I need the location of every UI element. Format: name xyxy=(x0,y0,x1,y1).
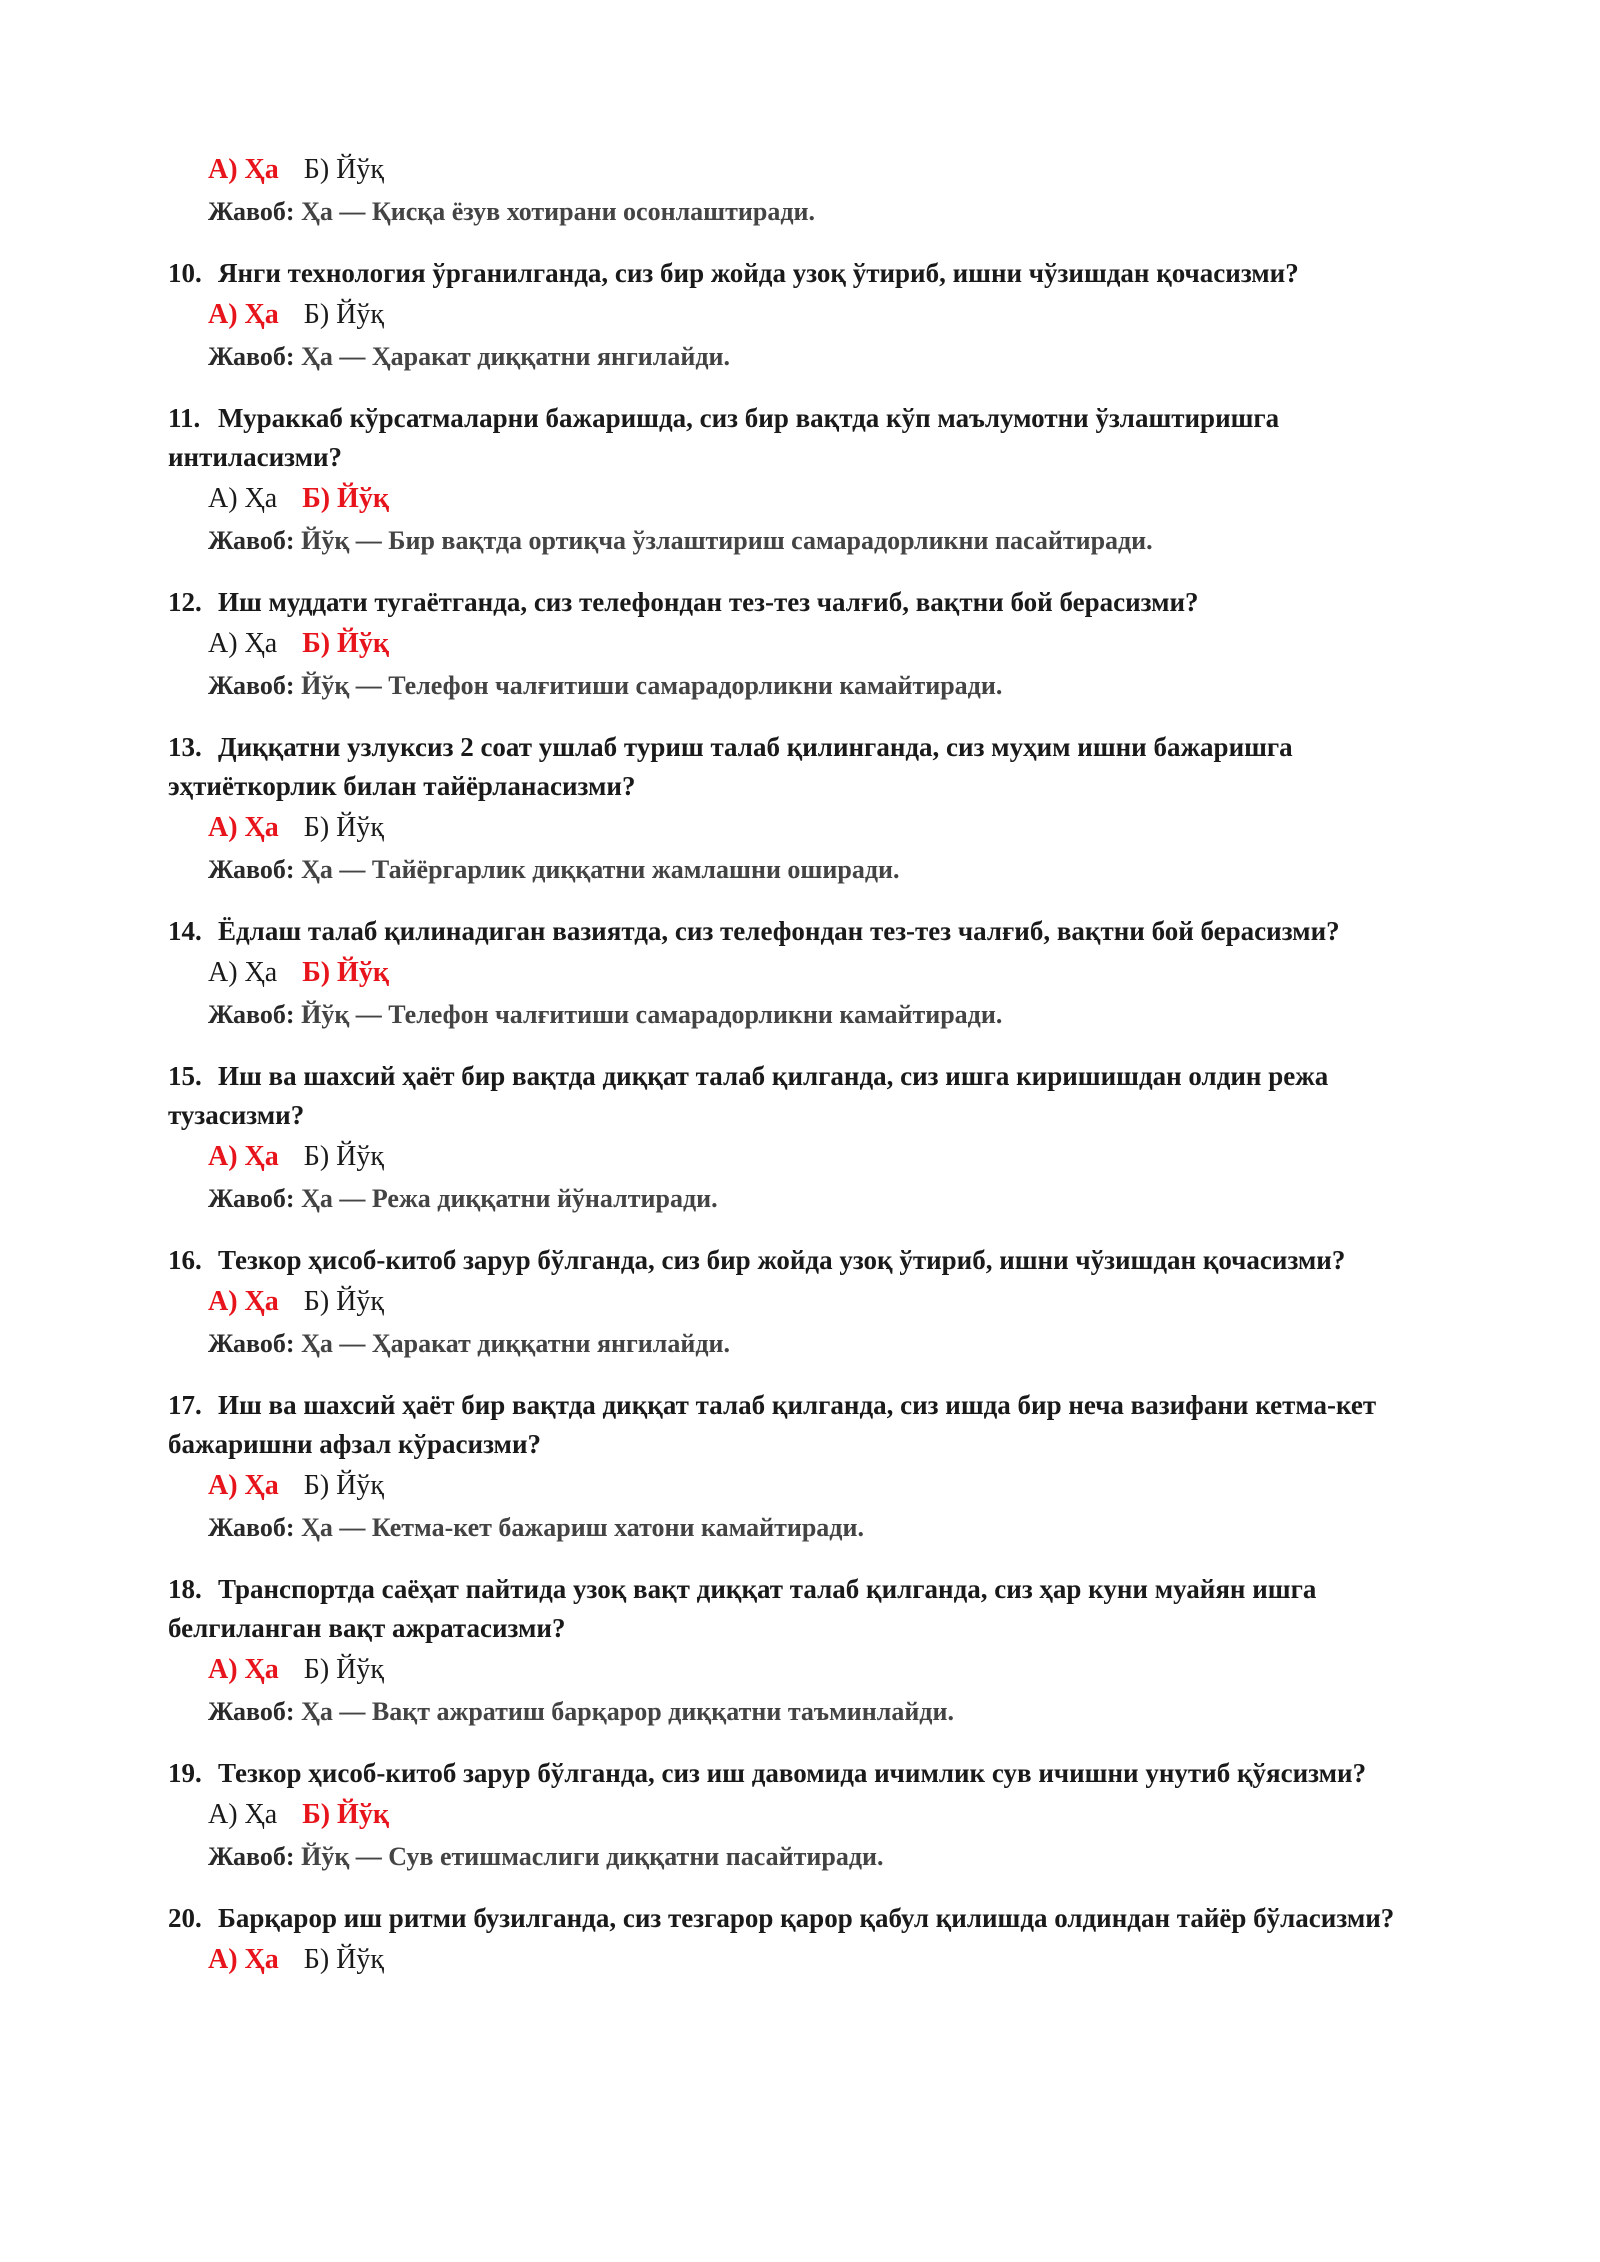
question-block-15 xyxy=(168,1057,1600,1219)
question-number: 17. xyxy=(168,1390,202,1420)
answer-label: Жавоб: xyxy=(208,671,295,700)
question-text xyxy=(168,254,1458,293)
question-text xyxy=(168,912,1458,951)
question-block-9-continued xyxy=(168,150,1600,232)
question-body: Иш ва шахсий ҳаёт бир вақтда диққат талаб қилганда, сиз ишга киришишдан олдин режа тузасизми? xyxy=(168,1061,1329,1130)
answer-line xyxy=(208,995,1600,1035)
options-row xyxy=(208,953,1600,993)
options-row xyxy=(208,1940,1600,1980)
option-b[interactable]: Б) Йўқ xyxy=(303,299,384,330)
answer-label: Жавоб: xyxy=(208,1697,295,1726)
question-body: Барқарор иш ритми бузилганда, сиз тезгарор қарор қабул қилишда олдиндан тайёр бўласизми? xyxy=(218,1903,1395,1933)
question-number: 18. xyxy=(168,1574,202,1604)
options-row xyxy=(208,150,1600,190)
options-row xyxy=(208,1466,1600,1506)
option-b[interactable]: Б) Йўқ xyxy=(302,483,389,514)
answer-line xyxy=(208,850,1600,890)
option-a[interactable]: А) Ҳа xyxy=(208,483,278,514)
question-body: Диққатни узлуксиз 2 соат ушлаб туриш талаб қилинганда, сиз муҳим ишни бажаришга эҳтиёткорлик билан тайёрланасизми? xyxy=(168,732,1293,801)
option-b[interactable]: Б) Йўқ xyxy=(303,1654,384,1685)
option-b[interactable]: Б) Йўқ xyxy=(302,1799,389,1830)
answer-line xyxy=(208,1692,1600,1732)
question-body: Мураккаб кўрсатмаларни бажаришда, сиз бир вақтда кўп маълумотни ўзлаштиришга интиласизми? xyxy=(168,403,1280,472)
question-block-18 xyxy=(168,1570,1600,1732)
option-a[interactable]: А) Ҳа xyxy=(208,154,279,185)
answer-text: Ҳа — Режа диққатни йўналтиради. xyxy=(301,1184,718,1213)
question-body: Янги технология ўрганилганда, сиз бир жойда узоқ ўтириб, ишни чўзишдан қочасизми? xyxy=(218,258,1299,288)
question-body: Тезкор ҳисоб-китоб зарур бўлганда, сиз иш давомида ичимлик сув ичишни унутиб қўясизми? xyxy=(218,1758,1367,1788)
question-block-13 xyxy=(168,728,1600,890)
question-number: 13. xyxy=(168,732,202,762)
question-text xyxy=(168,583,1458,622)
question-number: 10. xyxy=(168,258,202,288)
answer-label: Жавоб: xyxy=(208,1329,295,1358)
question-text xyxy=(168,1386,1458,1464)
question-body: Ёдлаш талаб қилинадиган вазиятда, сиз телефондан тез-тез чалғиб, вақтни бой берасизми? xyxy=(218,916,1340,946)
question-number: 14. xyxy=(168,916,202,946)
question-number: 15. xyxy=(168,1061,202,1091)
question-block-17 xyxy=(168,1386,1600,1548)
question-number: 11. xyxy=(168,403,201,433)
question-text xyxy=(168,728,1458,806)
question-text xyxy=(168,1899,1458,1938)
options-row xyxy=(208,808,1600,848)
question-text xyxy=(168,1241,1458,1280)
option-a[interactable]: А) Ҳа xyxy=(208,1654,279,1685)
answer-text: Йўқ — Сув етишмаслиги диққатни пасайтиради. xyxy=(301,1842,884,1871)
answer-text: Ҳа — Ҳаракат диққатни янгилайди. xyxy=(301,342,730,371)
option-b[interactable]: Б) Йўқ xyxy=(302,628,389,659)
answer-text: Йўқ — Телефон чалғитиши самарадорликни камайтиради. xyxy=(301,671,1003,700)
question-text xyxy=(168,1057,1458,1135)
options-row xyxy=(208,1282,1600,1322)
answer-line xyxy=(208,1179,1600,1219)
option-b[interactable]: Б) Йўқ xyxy=(302,957,389,988)
option-b[interactable]: Б) Йўқ xyxy=(303,154,384,185)
question-body: Иш муддати тугаётганда, сиз телефондан тез-тез чалғиб, вақтни бой берасизми? xyxy=(218,587,1199,617)
question-block-14 xyxy=(168,912,1600,1035)
options-row xyxy=(208,479,1600,519)
option-a[interactable]: А) Ҳа xyxy=(208,299,279,330)
option-a[interactable]: А) Ҳа xyxy=(208,628,278,659)
option-a[interactable]: А) Ҳа xyxy=(208,957,278,988)
question-body: Иш ва шахсий ҳаёт бир вақтда диққат талаб қилганда, сиз ишда бир неча вазифани кетма-кет бажаришни афзал кўрасизми? xyxy=(168,1390,1377,1459)
answer-label: Жавоб: xyxy=(208,1842,295,1871)
answer-label: Жавоб: xyxy=(208,1184,295,1213)
question-block-19 xyxy=(168,1754,1600,1877)
question-body: Тезкор ҳисоб-китоб зарур бўлганда, сиз бир жойда узоқ ўтириб, ишни чўзишдан қочасизми? xyxy=(218,1245,1346,1275)
question-block-11 xyxy=(168,399,1600,561)
question-text xyxy=(168,399,1458,477)
question-number: 19. xyxy=(168,1758,202,1788)
answer-text: Ҳа — Тайёргарлик диққатни жамлашни оширади. xyxy=(301,855,900,884)
answer-line xyxy=(208,1324,1600,1364)
option-b[interactable]: Б) Йўқ xyxy=(303,1470,384,1501)
options-row xyxy=(208,1795,1600,1835)
question-block-16 xyxy=(168,1241,1600,1364)
option-a[interactable]: А) Ҳа xyxy=(208,1141,279,1172)
option-b[interactable]: Б) Йўқ xyxy=(303,1141,384,1172)
answer-label: Жавоб: xyxy=(208,342,295,371)
answer-line xyxy=(208,337,1600,377)
option-b[interactable]: Б) Йўқ xyxy=(303,812,384,843)
answer-text: Ҳа — Кетма-кет бажариш хатони камайтиради. xyxy=(301,1513,864,1542)
question-text xyxy=(168,1570,1458,1648)
answer-text: Йўқ — Бир вақтда ортиқча ўзлаштириш самарадорликни пасайтиради. xyxy=(301,526,1153,555)
answer-text: Ҳа — Қисқа ёзув хотирани осонлаштиради. xyxy=(301,197,815,226)
option-a[interactable]: А) Ҳа xyxy=(208,1799,278,1830)
answer-label: Жавоб: xyxy=(208,526,295,555)
question-block-12 xyxy=(168,583,1600,706)
answer-text: Йўқ — Телефон чалғитиши самарадорликни камайтиради. xyxy=(301,1000,1003,1029)
options-row xyxy=(208,1137,1600,1177)
answer-line xyxy=(208,1837,1600,1877)
options-row xyxy=(208,295,1600,335)
answer-label: Жавоб: xyxy=(208,1000,295,1029)
question-number: 12. xyxy=(168,587,202,617)
question-block-10 xyxy=(168,254,1600,377)
answer-label: Жавоб: xyxy=(208,1513,295,1542)
option-b[interactable]: Б) Йўқ xyxy=(303,1944,384,1975)
option-b[interactable]: Б) Йўқ xyxy=(303,1286,384,1317)
answer-line xyxy=(208,192,1600,232)
question-text xyxy=(168,1754,1458,1793)
answer-line xyxy=(208,1508,1600,1548)
answer-label: Жавоб: xyxy=(208,855,295,884)
option-a[interactable]: А) Ҳа xyxy=(208,1286,279,1317)
question-body: Транспортда саёҳат пайтида узоқ вақт диққат талаб қилганда, сиз ҳар куни муайян ишга белгиланган вақт ажратасизми? xyxy=(168,1574,1317,1643)
question-number: 20. xyxy=(168,1903,202,1933)
answer-line xyxy=(208,521,1600,561)
question-number: 16. xyxy=(168,1245,202,1275)
options-row xyxy=(208,1650,1600,1690)
option-a[interactable]: А) Ҳа xyxy=(208,1944,279,1975)
answer-text: Ҳа — Ҳаракат диққатни янгилайди. xyxy=(301,1329,730,1358)
option-a[interactable]: А) Ҳа xyxy=(208,812,279,843)
answer-line xyxy=(208,666,1600,706)
options-row xyxy=(208,624,1600,664)
question-block-20 xyxy=(168,1899,1600,1980)
option-a[interactable]: А) Ҳа xyxy=(208,1470,279,1501)
answer-text: Ҳа — Вақт ажратиш барқарор диққатни таъминлайди. xyxy=(301,1697,954,1726)
answer-label: Жавоб: xyxy=(208,197,295,226)
